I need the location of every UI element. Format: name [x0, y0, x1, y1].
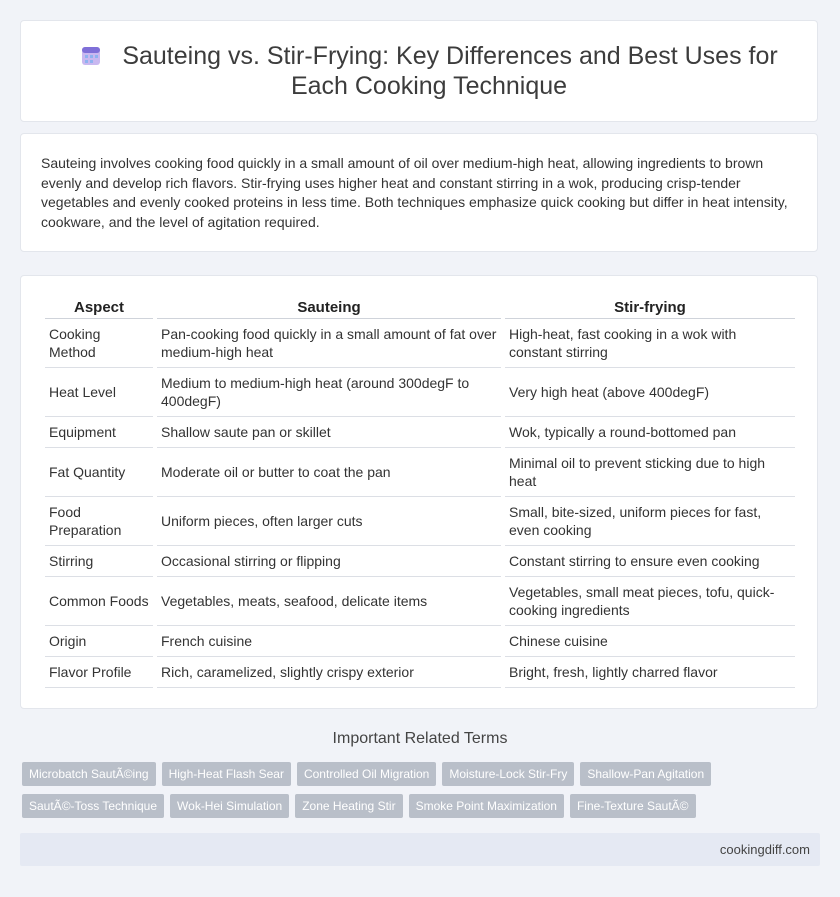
table-row [45, 546, 795, 577]
cell-sauteing: Medium to medium-high heat (around 300degF to 400degF) [157, 368, 501, 417]
table-row [45, 497, 795, 546]
footer-bar [20, 833, 820, 866]
table-row [45, 626, 795, 657]
cell-aspect: Origin [45, 626, 153, 657]
header-card [20, 20, 818, 122]
intro-card [20, 133, 818, 252]
cell-sauteing: French cuisine [157, 626, 501, 657]
document-icon [80, 45, 102, 67]
cell-sauteing: Vegetables, meats, seafood, delicate items [157, 577, 501, 626]
cell-stir-frying: Very high heat (above 400degF) [505, 368, 795, 417]
table-row [45, 417, 795, 448]
cell-aspect: Stirring [45, 546, 153, 577]
table-row [45, 448, 795, 497]
footer-site-link[interactable]: cookingdiff.com [719, 842, 810, 857]
cell-sauteing: Shallow saute pan or skillet [157, 417, 501, 448]
cell-stir-frying: Chinese cuisine [505, 626, 795, 657]
table-row [45, 657, 795, 688]
page-title [61, 41, 797, 101]
comparison-table [41, 296, 799, 688]
cell-aspect: Flavor Profile [45, 657, 153, 688]
intro-paragraph: Sauteing involves cooking food quickly in a small amount of oil over medium-high heat, allowing ingredients to brown evenly and develop rich flavors. Stir-frying uses higher heat and constant stirring in a wok, producing crisp-tender vegetables and evenly cooked proteins in less time. Both techniques emphasize quick cooking but differ in heat intensity, cookware, and the level of agitation required. [41, 155, 788, 230]
related-term-tag[interactable]: Moisture-Lock Stir-Fry [442, 762, 574, 786]
header-stir-frying: Stir-frying [505, 296, 795, 319]
related-term-tag[interactable]: Controlled Oil Migration [297, 762, 436, 786]
cell-aspect: Food Preparation [45, 497, 153, 546]
cell-aspect: Cooking Method [45, 319, 153, 368]
related-terms-list [22, 762, 822, 826]
table-row [45, 319, 795, 368]
cell-stir-frying: Small, bite-sized, uniform pieces for fast, even cooking [505, 497, 795, 546]
cell-sauteing: Occasional stirring or flipping [157, 546, 501, 577]
table-row [45, 368, 795, 417]
related-term-tag[interactable]: High-Heat Flash Sear [162, 762, 291, 786]
cell-stir-frying: Bright, fresh, lightly charred flavor [505, 657, 795, 688]
cell-aspect: Heat Level [45, 368, 153, 417]
related-term-tag[interactable]: Smoke Point Maximization [409, 794, 564, 818]
cell-stir-frying: Vegetables, small meat pieces, tofu, quick-cooking ingredients [505, 577, 795, 626]
cell-sauteing: Pan-cooking food quickly in a small amount of fat over medium-high heat [157, 319, 501, 368]
cell-sauteing: Rich, caramelized, slightly crispy exterior [157, 657, 501, 688]
related-term-tag[interactable]: Fine-Texture SautÃ© [570, 794, 696, 818]
header-aspect: Aspect [45, 296, 153, 319]
cell-stir-frying: Wok, typically a round-bottomed pan [505, 417, 795, 448]
title-wrap [61, 41, 797, 101]
comparison-card [20, 275, 818, 709]
cell-aspect: Fat Quantity [45, 448, 153, 497]
related-term-tag[interactable]: Zone Heating Stir [295, 794, 402, 818]
related-term-tag[interactable]: Wok-Hei Simulation [170, 794, 289, 818]
cell-aspect: Equipment [45, 417, 153, 448]
table-row [45, 577, 795, 626]
cell-stir-frying: High-heat, fast cooking in a wok with constant stirring [505, 319, 795, 368]
cell-stir-frying: Minimal oil to prevent sticking due to high heat [505, 448, 795, 497]
related-term-tag[interactable]: Microbatch SautÃ©ing [22, 762, 156, 786]
related-term-tag[interactable]: Shallow-Pan Agitation [580, 762, 711, 786]
related-terms-heading: Important Related Terms [332, 730, 508, 747]
cell-sauteing: Uniform pieces, often larger cuts [157, 497, 501, 546]
cell-stir-frying: Constant stirring to ensure even cooking [505, 546, 795, 577]
cell-aspect: Common Foods [45, 577, 153, 626]
related-term-tag[interactable]: SautÃ©-Toss Technique [22, 794, 164, 818]
page-title-text: Sauteing vs. Stir-Frying: Key Differences and Best Uses for Each Cooking Technique [122, 42, 778, 100]
table-header-row [45, 296, 795, 319]
cell-sauteing: Moderate oil or butter to coat the pan [157, 448, 501, 497]
header-sauteing: Sauteing [157, 296, 501, 319]
